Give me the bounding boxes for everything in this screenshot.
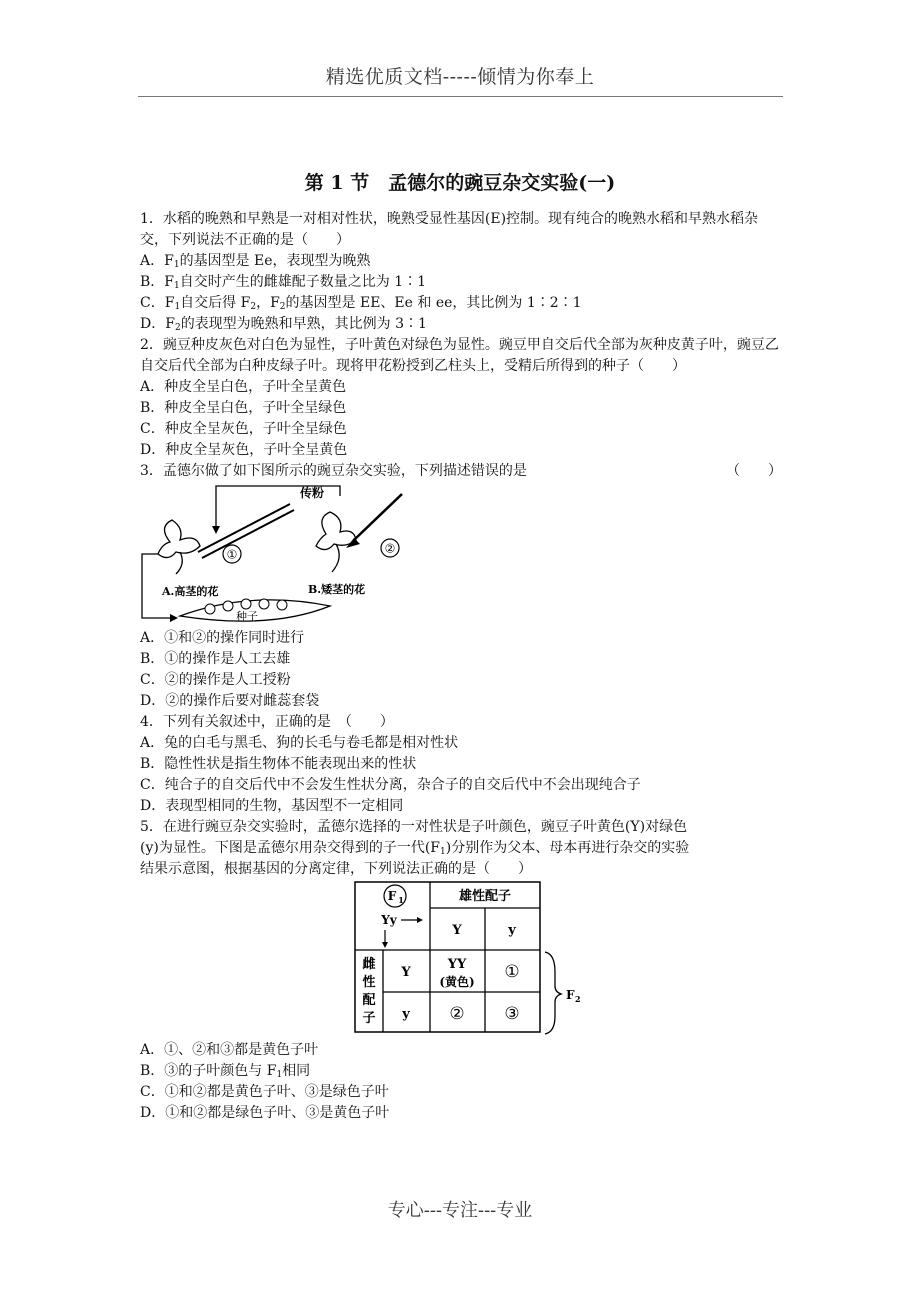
female-gamete-Y: Y — [401, 965, 411, 980]
q2-option-b: B．种皮全呈白色，子叶全呈绿色 — [140, 400, 347, 416]
pea-seed — [241, 599, 251, 609]
q5-stem-line-3: 结果示意图，根据基因的分离定律，下列说法正确的是（ ） — [140, 861, 532, 877]
flower-b-stem — [332, 544, 339, 572]
q3-option-b: B．①的操作是人工去雄 — [140, 651, 291, 667]
pod-arrowhead — [170, 614, 178, 622]
q5-stem-line-2: (y)为显性。下图是孟德尔用杂交得到的子一代$(F_1)$分别作为父本、母本再进行杂交的实验 — [140, 840, 690, 857]
q4-option-d: D．表现型相同的生物，基因型不一定相同 — [140, 798, 404, 814]
step-1-label: ① — [226, 547, 238, 562]
male-gamete-y: y — [508, 923, 516, 938]
q1-option-c: C．$F_1$自交后得 $F_2$，$F_2$的基因型是 EE、Ee 和 ee，其比例为 1∶2∶1 — [140, 295, 582, 312]
q2-option-a: A．种皮全呈白色，子叶全呈黄色 — [140, 379, 347, 395]
pea-seed — [205, 604, 215, 614]
pea-seed — [223, 601, 233, 611]
q5-option-a: A．①、②和③都是黄色子叶 — [140, 1042, 319, 1058]
page-header: 精选优质文档-----倾情为你奉上 — [325, 66, 595, 88]
pea-cross-figure — [140, 482, 782, 628]
female-label-char: 配 — [362, 993, 376, 1008]
q3-option-a: A．①和②的操作同时进行 — [140, 630, 305, 646]
female-gamete-y: y — [402, 1007, 410, 1022]
q4-option-a: A．兔的白毛与黑毛、狗的长毛与卷毛都是相对性状 — [140, 735, 459, 751]
page-footer: 专心---专注---专业 — [387, 1200, 533, 1221]
male-gamete-Y: Y — [452, 923, 462, 938]
cell-1: ① — [504, 962, 520, 982]
q5-stem-line-1: 5．在进行豌豆杂交实验时，孟德尔选择的一对性状是子叶颜色，豌豆子叶黄色(Y)对绿色 — [140, 819, 688, 835]
cell-YY: YY — [447, 957, 467, 972]
q2-stem: 2．豌豆种皮灰色对白色为显性，子叶黄色对绿色为显性。豌豆甲自交后代全部为灰种皮黄子叶，豌豆乙自交后代全部为白种皮绿子叶。现将甲花粉授到乙柱头上，受精后所得到的种子（ ） — [140, 337, 779, 374]
forceps-1 — [198, 504, 290, 552]
q1-option-b: B．$F_1$自交时产生的雌雄配子数量之比为 1∶1 — [140, 274, 427, 291]
pollination-arrowhead — [212, 526, 220, 534]
q1-option-a: A．$F_1$的基因型是 Ee，表现型为晚熟 — [140, 253, 371, 270]
seeds-label: 种子 — [236, 610, 258, 623]
flower-b-label: B.矮茎的花 — [308, 583, 366, 596]
pea-seed — [277, 600, 287, 610]
punnett-square-figure — [140, 880, 782, 1040]
q2-option-c: C．种皮全呈灰色，子叶全呈绿色 — [140, 421, 347, 437]
q5-option-c: C．①和②都是黄色子叶、③是绿色子叶 — [140, 1084, 389, 1100]
f2-label: F — [566, 988, 575, 1002]
male-gametes-header: 雄性配子 — [458, 889, 512, 904]
female-label-char: 雌 — [362, 957, 376, 972]
q4-option-b: B．隐性性状是指生物体不能表现出来的性状 — [140, 756, 417, 772]
q1-stem: 1．水稻的晚熟和早熟是一对相对性状，晚熟受显性基因(E)控制。现有纯合的晚熟水稻和早熟水稻杂交，下列说法不正确的是（ ） — [140, 211, 759, 248]
cell-2: ② — [449, 1004, 465, 1024]
pollination-label: 传粉 — [300, 486, 325, 500]
q4-stem: 4．下列有关叙述中，正确的是 （ ） — [140, 714, 394, 730]
f1-genotype: Yy — [381, 913, 397, 927]
brush-handle — [354, 494, 402, 540]
pea-seed — [259, 599, 269, 609]
q3-option-d: D．②的操作后要对雌蕊套袋 — [140, 693, 320, 709]
q3-option-c: C．②的操作是人工授粉 — [140, 672, 291, 688]
flower-a-stem — [176, 552, 182, 574]
section-title: 第 1 节 孟德尔的豌豆杂交实验(一) — [304, 172, 616, 194]
question-content — [140, 209, 782, 1124]
q5-option-d: D．①和②都是绿色子叶、③是黄色子叶 — [140, 1105, 390, 1121]
f2-brace — [545, 952, 561, 1034]
female-label-char: 子 — [362, 1011, 376, 1026]
q1-option-d: D．$F_2$的表现型为晚熟和早熟，其比例为 3∶1 — [140, 316, 427, 333]
q2-option-d: D．种皮全呈灰色，子叶全呈黄色 — [140, 442, 348, 458]
female-label-char: 性 — [362, 975, 376, 990]
step-2-label: ② — [384, 541, 396, 556]
flower-a-label: A.高茎的花 — [162, 585, 219, 598]
f1-subscript: 1 — [398, 895, 404, 905]
f1-label: F — [387, 889, 397, 903]
flower-a-petals — [158, 520, 200, 558]
q5-option-b: B．③的子叶颜色与 $F_1$相同 — [140, 1063, 311, 1080]
f2-subscript: 2 — [575, 994, 581, 1004]
cell-3: ③ — [504, 1004, 520, 1024]
header-rule — [138, 96, 783, 97]
q4-option-c: C．纯合子的自交后代中不会发生性状分离，杂合子的自交后代中不会出现纯合子 — [140, 777, 641, 793]
q3-stem: 3．孟德尔做了如下图所示的豌豆杂交实验，下列描述错误的是 （ ） — [140, 463, 782, 479]
cell-YY-note: (黄色) — [439, 975, 475, 989]
